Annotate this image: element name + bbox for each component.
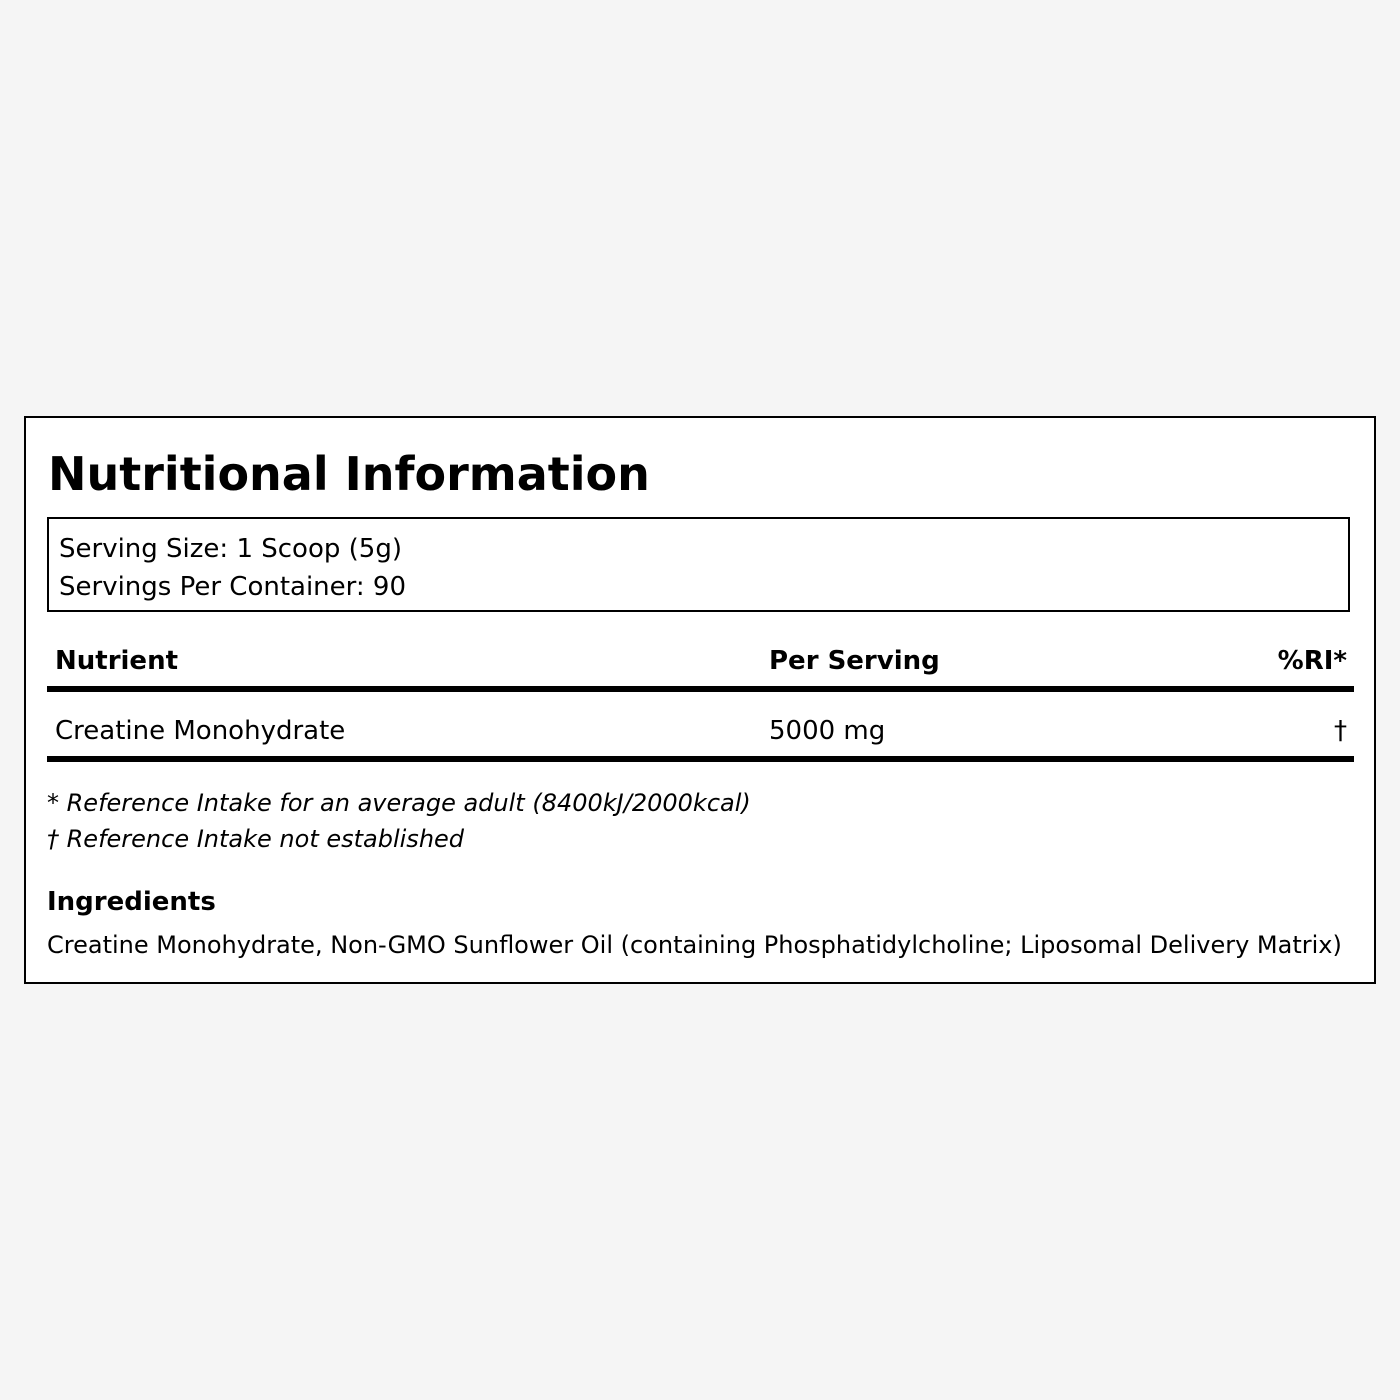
ingredients-list: Creatine Monohydrate, Non-GMO Sunflower Oil (containing Phosphatidylcholine; Liposomal Delivery Matrix) [47, 931, 1342, 959]
column-header-per-serving: Per Serving [769, 646, 940, 676]
footnote-reference-intake: * Reference Intake for an average adult (8400kJ/2000kcal) [47, 789, 751, 817]
nutrition-panel [24, 416, 1376, 984]
ingredients-heading: Ingredients [47, 887, 216, 917]
servings-per-container: Servings Per Container: 90 [59, 572, 407, 602]
footnote-not-established: † Reference Intake not established [47, 825, 465, 853]
column-header-ri: %RI* [1277, 646, 1347, 676]
table-bottom-divider [47, 756, 1354, 762]
row-per-serving-value: 5000 mg [769, 716, 886, 746]
row-ri-value: † [1334, 716, 1347, 746]
header-divider [47, 686, 1354, 692]
row-nutrient-name: Creatine Monohydrate [55, 716, 346, 746]
panel-title: Nutritional Information [48, 447, 650, 501]
serving-size: Serving Size: 1 Scoop (5g) [59, 534, 402, 564]
serving-info-box [47, 517, 1350, 612]
column-header-nutrient: Nutrient [55, 646, 179, 676]
